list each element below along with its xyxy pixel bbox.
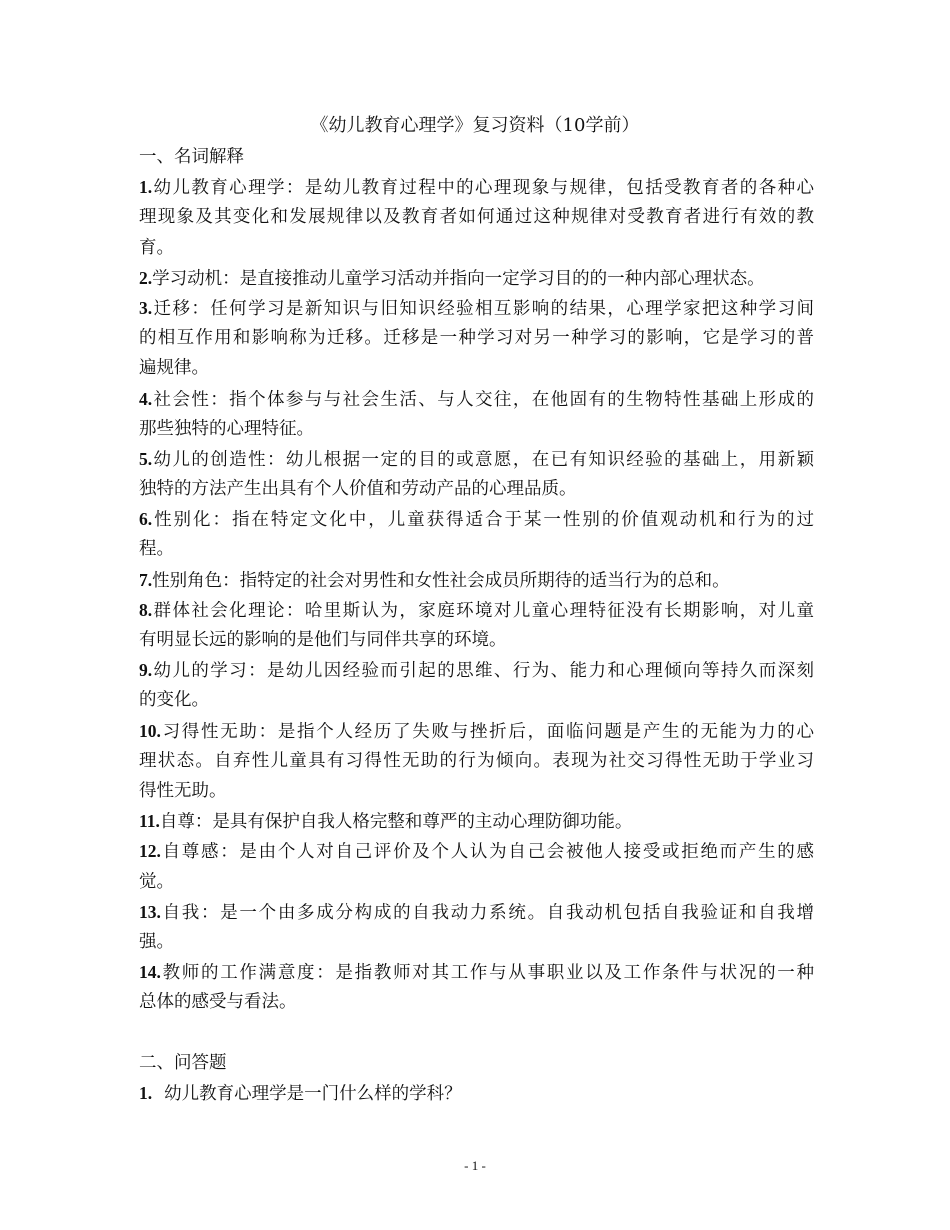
term-text: 性别化：指在特定文化中，儿童获得适合于某一性别的价值观动机和行为的过 bbox=[152, 510, 814, 531]
term-text: 教师的工作满意度：是指教师对其工作与从事职业以及工作条件与状况的一种 bbox=[160, 963, 814, 984]
term-line bbox=[139, 202, 814, 232]
term-text: 幼儿的创造性：幼儿根据一定的目的或意愿，在已有知识经验的基础上，用新颖 bbox=[152, 449, 814, 470]
page-number: - 1 - bbox=[464, 1158, 486, 1173]
term-line bbox=[139, 233, 814, 263]
term-line bbox=[139, 957, 814, 987]
term-line bbox=[139, 172, 814, 202]
term-text: 育。 bbox=[139, 237, 174, 258]
term-text: 自尊感：是由个人对自己评价及个人认为自己会被他人接受或拒绝而产生的感 bbox=[160, 842, 814, 863]
term-item bbox=[139, 172, 814, 263]
term-number: 6. bbox=[139, 509, 153, 530]
term-line bbox=[139, 353, 814, 383]
term-line bbox=[139, 867, 814, 897]
question-number: 1. bbox=[139, 1082, 153, 1103]
term-number: 11. bbox=[139, 811, 160, 832]
term-list bbox=[139, 172, 814, 1017]
term-text: 的相互作用和影响称为迁移。迁移是一种学习对另一种学习的影响，它是学习的普 bbox=[139, 328, 814, 349]
term-line bbox=[139, 927, 814, 957]
term-text: 程。 bbox=[139, 539, 174, 560]
term-number: 10. bbox=[139, 720, 161, 741]
term-text: 迁移：任何学习是新知识与旧知识经验相互影响的结果，心理学家把这种学习间 bbox=[152, 298, 814, 319]
document-title: 《幼儿教育心理学》复习资料（10学前） bbox=[310, 115, 640, 136]
term-item bbox=[139, 957, 814, 1017]
term-text: 性别角色：指特定的社会对男性和女性社会成员所期待的适当行为的总和。 bbox=[152, 570, 730, 591]
term-line bbox=[139, 625, 814, 655]
term-line bbox=[139, 384, 814, 414]
term-item bbox=[139, 655, 814, 715]
term-number: 2. bbox=[139, 267, 153, 288]
term-line bbox=[139, 595, 814, 625]
term-number: 9. bbox=[139, 660, 153, 681]
term-text: 强。 bbox=[139, 931, 174, 952]
term-text: 得性无助。 bbox=[139, 780, 227, 801]
term-number: 8. bbox=[139, 599, 153, 620]
term-item bbox=[139, 293, 814, 384]
term-item bbox=[139, 263, 814, 293]
term-number: 1. bbox=[139, 177, 153, 198]
term-text: 遍规律。 bbox=[139, 358, 209, 379]
term-line bbox=[139, 746, 814, 776]
term-line bbox=[139, 444, 814, 474]
term-number: 13. bbox=[139, 901, 161, 922]
term-line bbox=[139, 716, 814, 746]
term-line bbox=[139, 293, 814, 323]
term-item bbox=[139, 897, 814, 957]
term-item bbox=[139, 444, 814, 504]
term-text: 幼儿教育心理学：是幼儿教育过程中的心理现象与规律，包括受教育者的各种心 bbox=[152, 178, 814, 199]
term-number: 12. bbox=[139, 841, 161, 862]
term-line bbox=[139, 987, 814, 1017]
term-line bbox=[139, 504, 814, 534]
term-line bbox=[139, 806, 814, 836]
term-line bbox=[139, 534, 814, 564]
term-text: 社会性：指个体参与与社会生活、与人交往，在他固有的生物特性基础上形成的 bbox=[152, 389, 814, 410]
section-heading: 一、名词解释 bbox=[139, 147, 244, 167]
term-line bbox=[139, 655, 814, 685]
blank-line bbox=[139, 1017, 814, 1047]
term-text: 觉。 bbox=[139, 871, 174, 892]
term-item bbox=[139, 716, 814, 807]
term-item bbox=[139, 565, 814, 595]
term-text: 有明显长远的影响的是他们与同伴共享的环境。 bbox=[139, 630, 507, 650]
term-item bbox=[139, 836, 814, 896]
term-number: 4. bbox=[139, 388, 153, 409]
term-text: 自我：是一个由多成分构成的自我动力系统。自我动机包括自我验证和自我增 bbox=[160, 902, 814, 923]
term-text: 群体社会化理论：哈里斯认为，家庭环境对儿童心理特征没有长期影响，对儿童 bbox=[152, 600, 814, 621]
term-text: 总体的感受与看法。 bbox=[139, 992, 297, 1013]
term-item bbox=[139, 384, 814, 444]
term-number: 5. bbox=[139, 448, 153, 469]
question-item bbox=[139, 1078, 814, 1108]
term-text: 自尊：是具有保护自我人格完整和尊严的主动心理防御功能。 bbox=[159, 812, 633, 833]
section-heading: 二、问答题 bbox=[139, 1052, 227, 1073]
term-number: 14. bbox=[139, 962, 161, 983]
term-text: 幼儿的学习：是幼儿因经验而引起的思维、行为、能力和心理倾向等持久而深刻 bbox=[152, 661, 814, 682]
document-body bbox=[139, 142, 814, 1108]
term-line bbox=[139, 414, 814, 444]
term-line bbox=[139, 836, 814, 866]
term-text: 独特的方法产生出具有个人价值和劳动产品的心理品质。 bbox=[139, 479, 577, 500]
term-item bbox=[139, 806, 814, 836]
term-item bbox=[139, 504, 814, 564]
term-text: 那些独特的心理特征。 bbox=[139, 418, 314, 439]
term-number: 3. bbox=[139, 297, 153, 318]
term-line bbox=[139, 474, 814, 504]
term-line bbox=[139, 263, 814, 293]
term-text: 习得性无助：是指个人经历了失败与挫折后，面临问题是产生的无能为力的心 bbox=[160, 721, 814, 742]
term-line bbox=[139, 897, 814, 927]
term-line bbox=[139, 776, 814, 806]
term-line bbox=[139, 565, 814, 595]
question-text: 幼儿教育心理学是一门什么样的学科？ bbox=[164, 1083, 462, 1104]
term-line bbox=[139, 685, 814, 715]
term-item bbox=[139, 595, 814, 655]
term-text: 的变化。 bbox=[139, 690, 209, 711]
term-line bbox=[139, 323, 814, 353]
term-text: 学习动机：是直接推动儿童学习活动并指向一定学习目的的一种内部心理状态。 bbox=[152, 268, 765, 289]
term-text: 理状态。自弃性儿童具有习得性无助的行为倾向。表现为社交习得性无助于学业习 bbox=[139, 750, 814, 771]
term-number: 7. bbox=[139, 569, 153, 590]
term-text: 理现象及其变化和发展规律以及教育者如何通过这种规律对受教育者进行有效的教 bbox=[139, 207, 814, 228]
